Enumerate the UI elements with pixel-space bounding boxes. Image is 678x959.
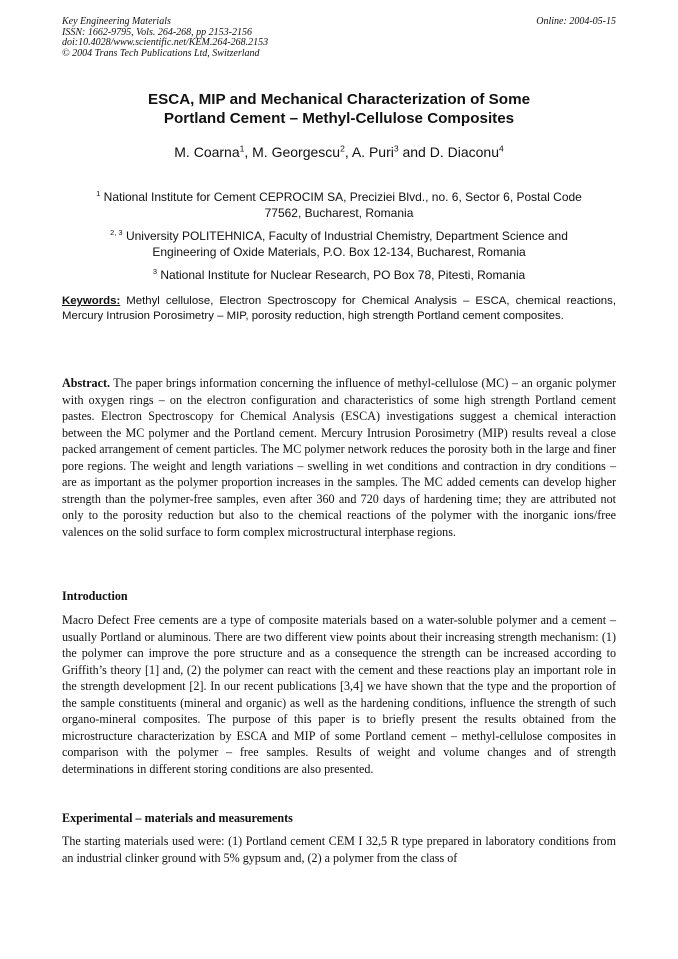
copyright-line: © 2004 Trans Tech Publications Ltd, Switzerland bbox=[62, 47, 260, 59]
abstract-label: Abstract. bbox=[62, 376, 111, 390]
abstract-text: The paper brings information concerning the influence of methyl-cellulose (MC) – an organic polymer with oxygen rings – on the electron configuration and characteristics of some high strength Portland cement pastes. Electron Spectroscopy for Chemical Analysis (ESCA) investigations suggest a chemical interaction between the MC polymer and the Portland cement. Mercury Intrusion Porosimetry (MIP) results reveal a close packed arrangement of cement particles. The MC polymer network reduces the porosity both in the large and finer pore regions. The weight and length variations – swelling in wet conditions and contraction in dry conditions – are as important as the polymer proportion increases in the samples. The MC added cements can develop higher strength than the polymer-free samples, even after 360 and 720 days of hardening time; they are attributed not only to the porosity reduction but also to the chemical reactions of the polymer with the inorganic ions/free valences on the solid surface to form complex microstructural interphase regions. bbox=[62, 376, 616, 539]
title-line-1: ESCA, MIP and Mechanical Characterization of Some bbox=[147, 91, 531, 108]
author: M. Coarna$^1$, bbox=[174, 143, 253, 160]
affiliation-3: $^3$ National Institute for Nuclear Research, PO Box 78, Pitesti, Romania bbox=[152, 267, 526, 282]
paper-title bbox=[62, 90, 616, 128]
affiliation-2: $^{2, 3}$ University POLITEHNICA, Faculty of Industrial Chemistry, Department Science and Engineering of Oxide Materials, P.O. Box 12-134, Bucharest, Romania bbox=[110, 228, 568, 259]
affiliation-1: $^1$ National Institute for Cement CEPROCIM SA, Preciziei Blvd., no. 6, Sector 6, Postal Code 77562, Bucharest, Romania bbox=[96, 189, 582, 220]
experimental-heading: Experimental – materials and measurements bbox=[62, 811, 293, 825]
author-list bbox=[62, 140, 616, 161]
doi-line: doi:10.4028/www.scientific.net/KEM.264-268.2153 bbox=[62, 37, 269, 48]
header-citation bbox=[62, 17, 616, 59]
abstract-block bbox=[62, 375, 616, 540]
author: D. Diaconu$^4$ bbox=[429, 143, 504, 160]
introduction-heading: Introduction bbox=[62, 589, 128, 603]
title-line-2: Portland Cement – Methyl-Cellulose Composites bbox=[163, 110, 515, 127]
running-header bbox=[62, 17, 616, 59]
issn-line: ISSN: 1662-9795, Vols. 264-268, pp 2153-2156 bbox=[62, 26, 252, 38]
introduction-text: Macro Defect Free cements are a type of composite materials based on a water-soluble polymer and a cement – usually Portland or aluminous. There are two different view points about their increasing strength mechanism: (1) the polymer can improve the pore structure and as a consequence the strength can be increased according to Griffith’s theory [1] and, (2) the polymer can react with the cement and these reactions play an important role in the strength development [2]. In our recent publications [3,4] we have shown that the type and the proportion of the sample constituents (mineral and organic) as well as the hardening conditions, influence the strength of such organo-mineral composites. The purpose of this paper is to briefly present the results obtained from the microstructure characterization by ESCA and MIP of some Portland cement – methyl-cellulose composites in comparison with the polymer – free samples. Results of weight and volume changes and of strength determinations in different storing conditions are also presented. bbox=[62, 613, 616, 776]
keywords-text: Methyl cellulose, Electron Spectroscopy for Chemical Analysis – ESCA, chemical reactions, Mercury Intrusion Porosimetry – MIP, porosity reduction, high strength Portland cement composites. bbox=[62, 295, 616, 322]
keywords-block bbox=[62, 294, 616, 324]
keywords-label: Keywords: bbox=[62, 295, 121, 307]
author: M. Georgescu$^2$, bbox=[252, 143, 352, 160]
online-date: Online: 2004-05-15 bbox=[536, 16, 616, 27]
experimental-text: The starting materials used were: (1) Portland cement CEM I 32,5 R type prepared in laboratory conditions from an industrial clinker ground with 5% gypsum and, (2) a polymer from the class of bbox=[62, 834, 616, 865]
journal-name: Key Engineering Materials bbox=[62, 16, 171, 27]
affiliations bbox=[70, 186, 608, 288]
author: A. Puri$^3$ and bbox=[351, 143, 430, 160]
